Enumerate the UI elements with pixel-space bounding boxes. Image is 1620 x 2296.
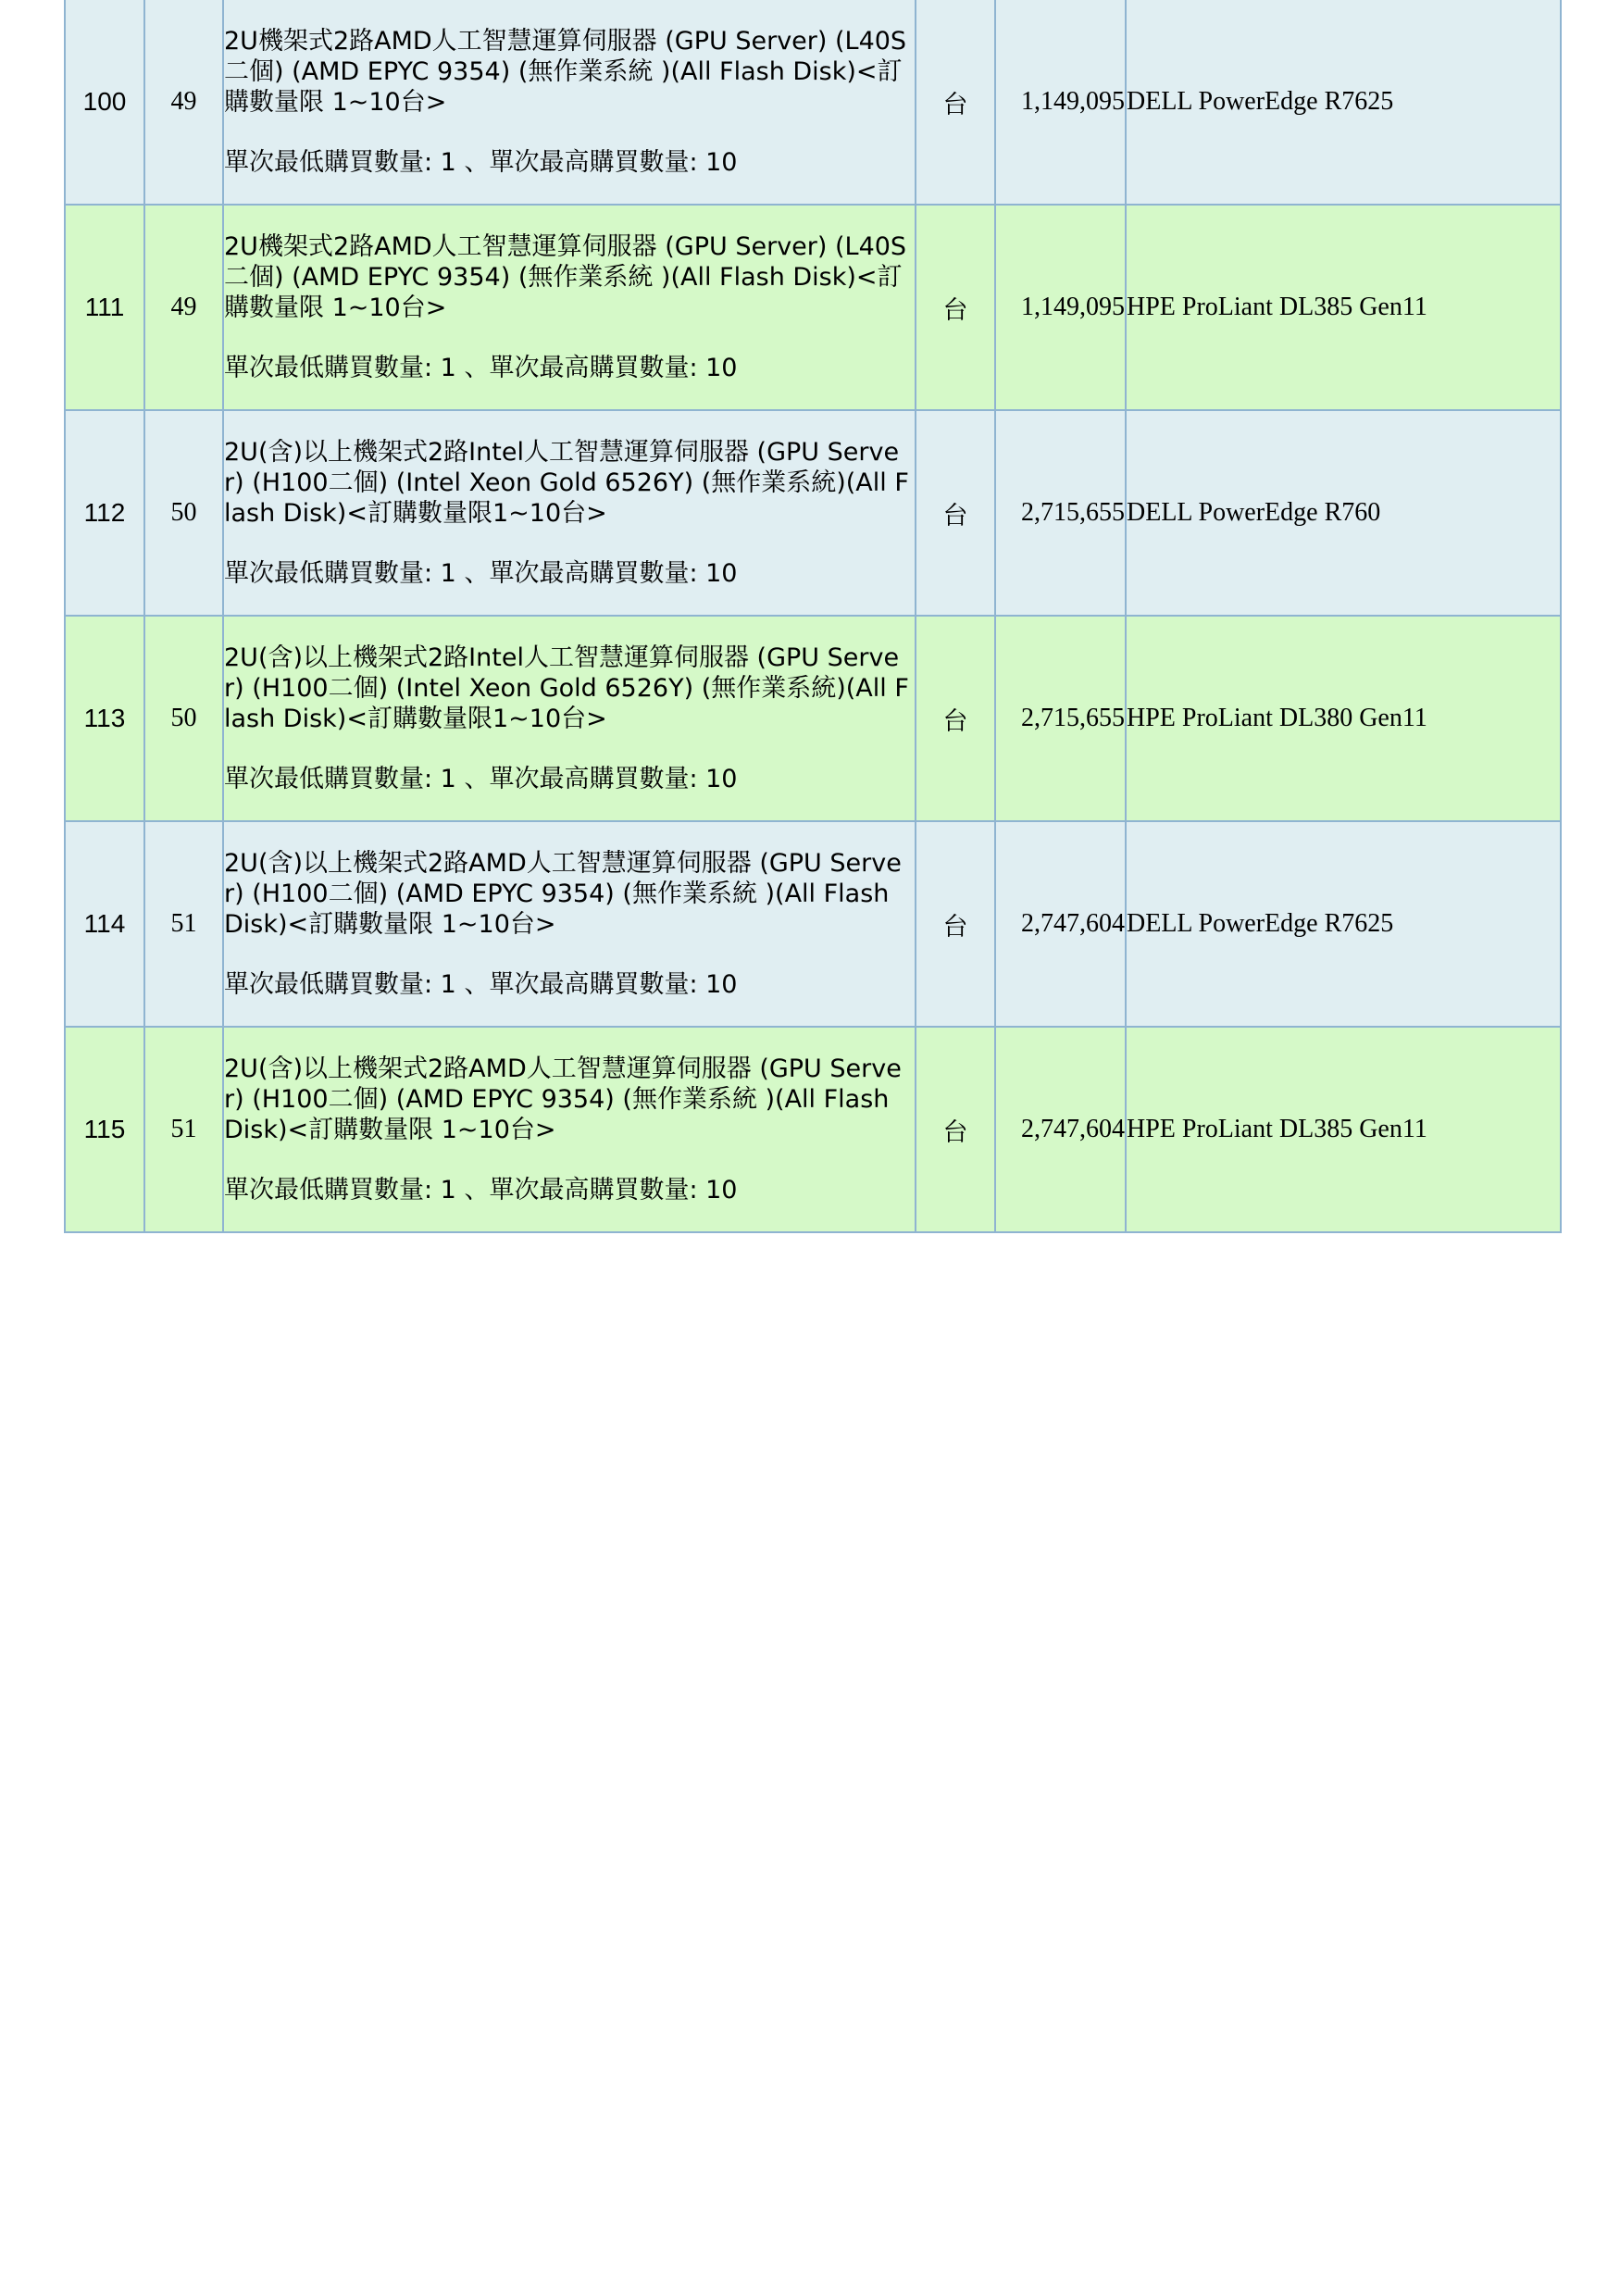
item-number-cell: 112 <box>65 410 144 616</box>
unit-cell: 台 <box>916 410 995 616</box>
quantity-limits: 單次最低購買數量: 1 、單次最高購買數量: 10 <box>224 970 738 999</box>
price-cell: 1,149,095 <box>995 205 1126 410</box>
item-description: 2U機架式2路AMD人工智慧運算伺服器 (GPU Server) (L40S二個) (AMD EPYC 9354) (無作業系統 )(All Flash Disk)<訂購數量限 1~10台> <box>224 232 907 322</box>
item-number-cell: 115 <box>65 1027 144 1232</box>
item-description: 2U機架式2路AMD人工智慧運算伺服器 (GPU Server) (L40S二個) (AMD EPYC 9354) (無作業系統 )(All Flash Disk)<訂購數量限 1~10台> <box>224 27 907 117</box>
group-number-cell: 50 <box>144 616 223 821</box>
table-row <box>65 1027 1561 1232</box>
unit-cell: 台 <box>916 616 995 821</box>
group-number-cell: 49 <box>144 205 223 410</box>
item-number-cell: 100 <box>65 0 144 205</box>
group-number-cell: 51 <box>144 821 223 1027</box>
quantity-limits: 單次最低購買數量: 1 、單次最高購買數量: 10 <box>224 765 738 793</box>
unit-cell: 台 <box>916 0 995 205</box>
group-number-cell: 49 <box>144 0 223 205</box>
group-number-cell: 51 <box>144 1027 223 1232</box>
table-row <box>65 616 1561 821</box>
description-cell <box>223 0 916 205</box>
table-row <box>65 0 1561 205</box>
price-cell: 1,149,095 <box>995 0 1126 205</box>
item-description: 2U(含)以上機架式2路AMD人工智慧運算伺服器 (GPU Server) (H100二個) (AMD EPYC 9354) (無作業系統 )(All Flash Disk)<訂購數量限 1~10台> <box>224 1054 902 1144</box>
item-number-cell: 111 <box>65 205 144 410</box>
quantity-limits: 單次最低購買數量: 1 、單次最高購買數量: 10 <box>224 148 738 177</box>
description-cell <box>223 205 916 410</box>
item-description: 2U(含)以上機架式2路Intel人工智慧運算伺服器 (GPU Server) (H100二個) (Intel Xeon Gold 6526Y) (無作業系統)(All Flash Disk)<訂購數量限1~10台> <box>224 438 909 528</box>
description-cell <box>223 1027 916 1232</box>
unit-cell: 台 <box>916 205 995 410</box>
quantity-limits: 單次最低購買數量: 1 、單次最高購買數量: 10 <box>224 1176 738 1204</box>
brand-model-cell: DELL PowerEdge R760 <box>1126 410 1561 616</box>
brand-model-cell: HPE ProLiant DL380 Gen11 <box>1126 616 1561 821</box>
price-cell: 2,715,655 <box>995 410 1126 616</box>
brand-model-cell: HPE ProLiant DL385 Gen11 <box>1126 205 1561 410</box>
price-cell: 2,747,604 <box>995 821 1126 1027</box>
unit-cell: 台 <box>916 1027 995 1232</box>
brand-model-cell: DELL PowerEdge R7625 <box>1126 0 1561 205</box>
item-number-cell: 114 <box>65 821 144 1027</box>
table-row <box>65 205 1561 410</box>
unit-cell: 台 <box>916 821 995 1027</box>
group-number-cell: 50 <box>144 410 223 616</box>
brand-model-cell: HPE ProLiant DL385 Gen11 <box>1126 1027 1561 1232</box>
item-number-cell: 113 <box>65 616 144 821</box>
description-cell <box>223 821 916 1027</box>
table-row <box>65 410 1561 616</box>
item-description: 2U(含)以上機架式2路Intel人工智慧運算伺服器 (GPU Server) (H100二個) (Intel Xeon Gold 6526Y) (無作業系統)(All Flash Disk)<訂購數量限1~10台> <box>224 643 909 733</box>
table-row <box>65 821 1561 1027</box>
brand-model-cell: DELL PowerEdge R7625 <box>1126 821 1561 1027</box>
price-cell: 2,747,604 <box>995 1027 1126 1232</box>
item-description: 2U(含)以上機架式2路AMD人工智慧運算伺服器 (GPU Server) (H100二個) (AMD EPYC 9354) (無作業系統 )(All Flash Disk)<訂購數量限 1~10台> <box>224 849 902 939</box>
product-table <box>64 0 1562 1233</box>
quantity-limits: 單次最低購買數量: 1 、單次最高購買數量: 10 <box>224 559 738 588</box>
description-cell <box>223 616 916 821</box>
quantity-limits: 單次最低購買數量: 1 、單次最高購買數量: 10 <box>224 354 738 382</box>
description-cell <box>223 410 916 616</box>
price-cell: 2,715,655 <box>995 616 1126 821</box>
